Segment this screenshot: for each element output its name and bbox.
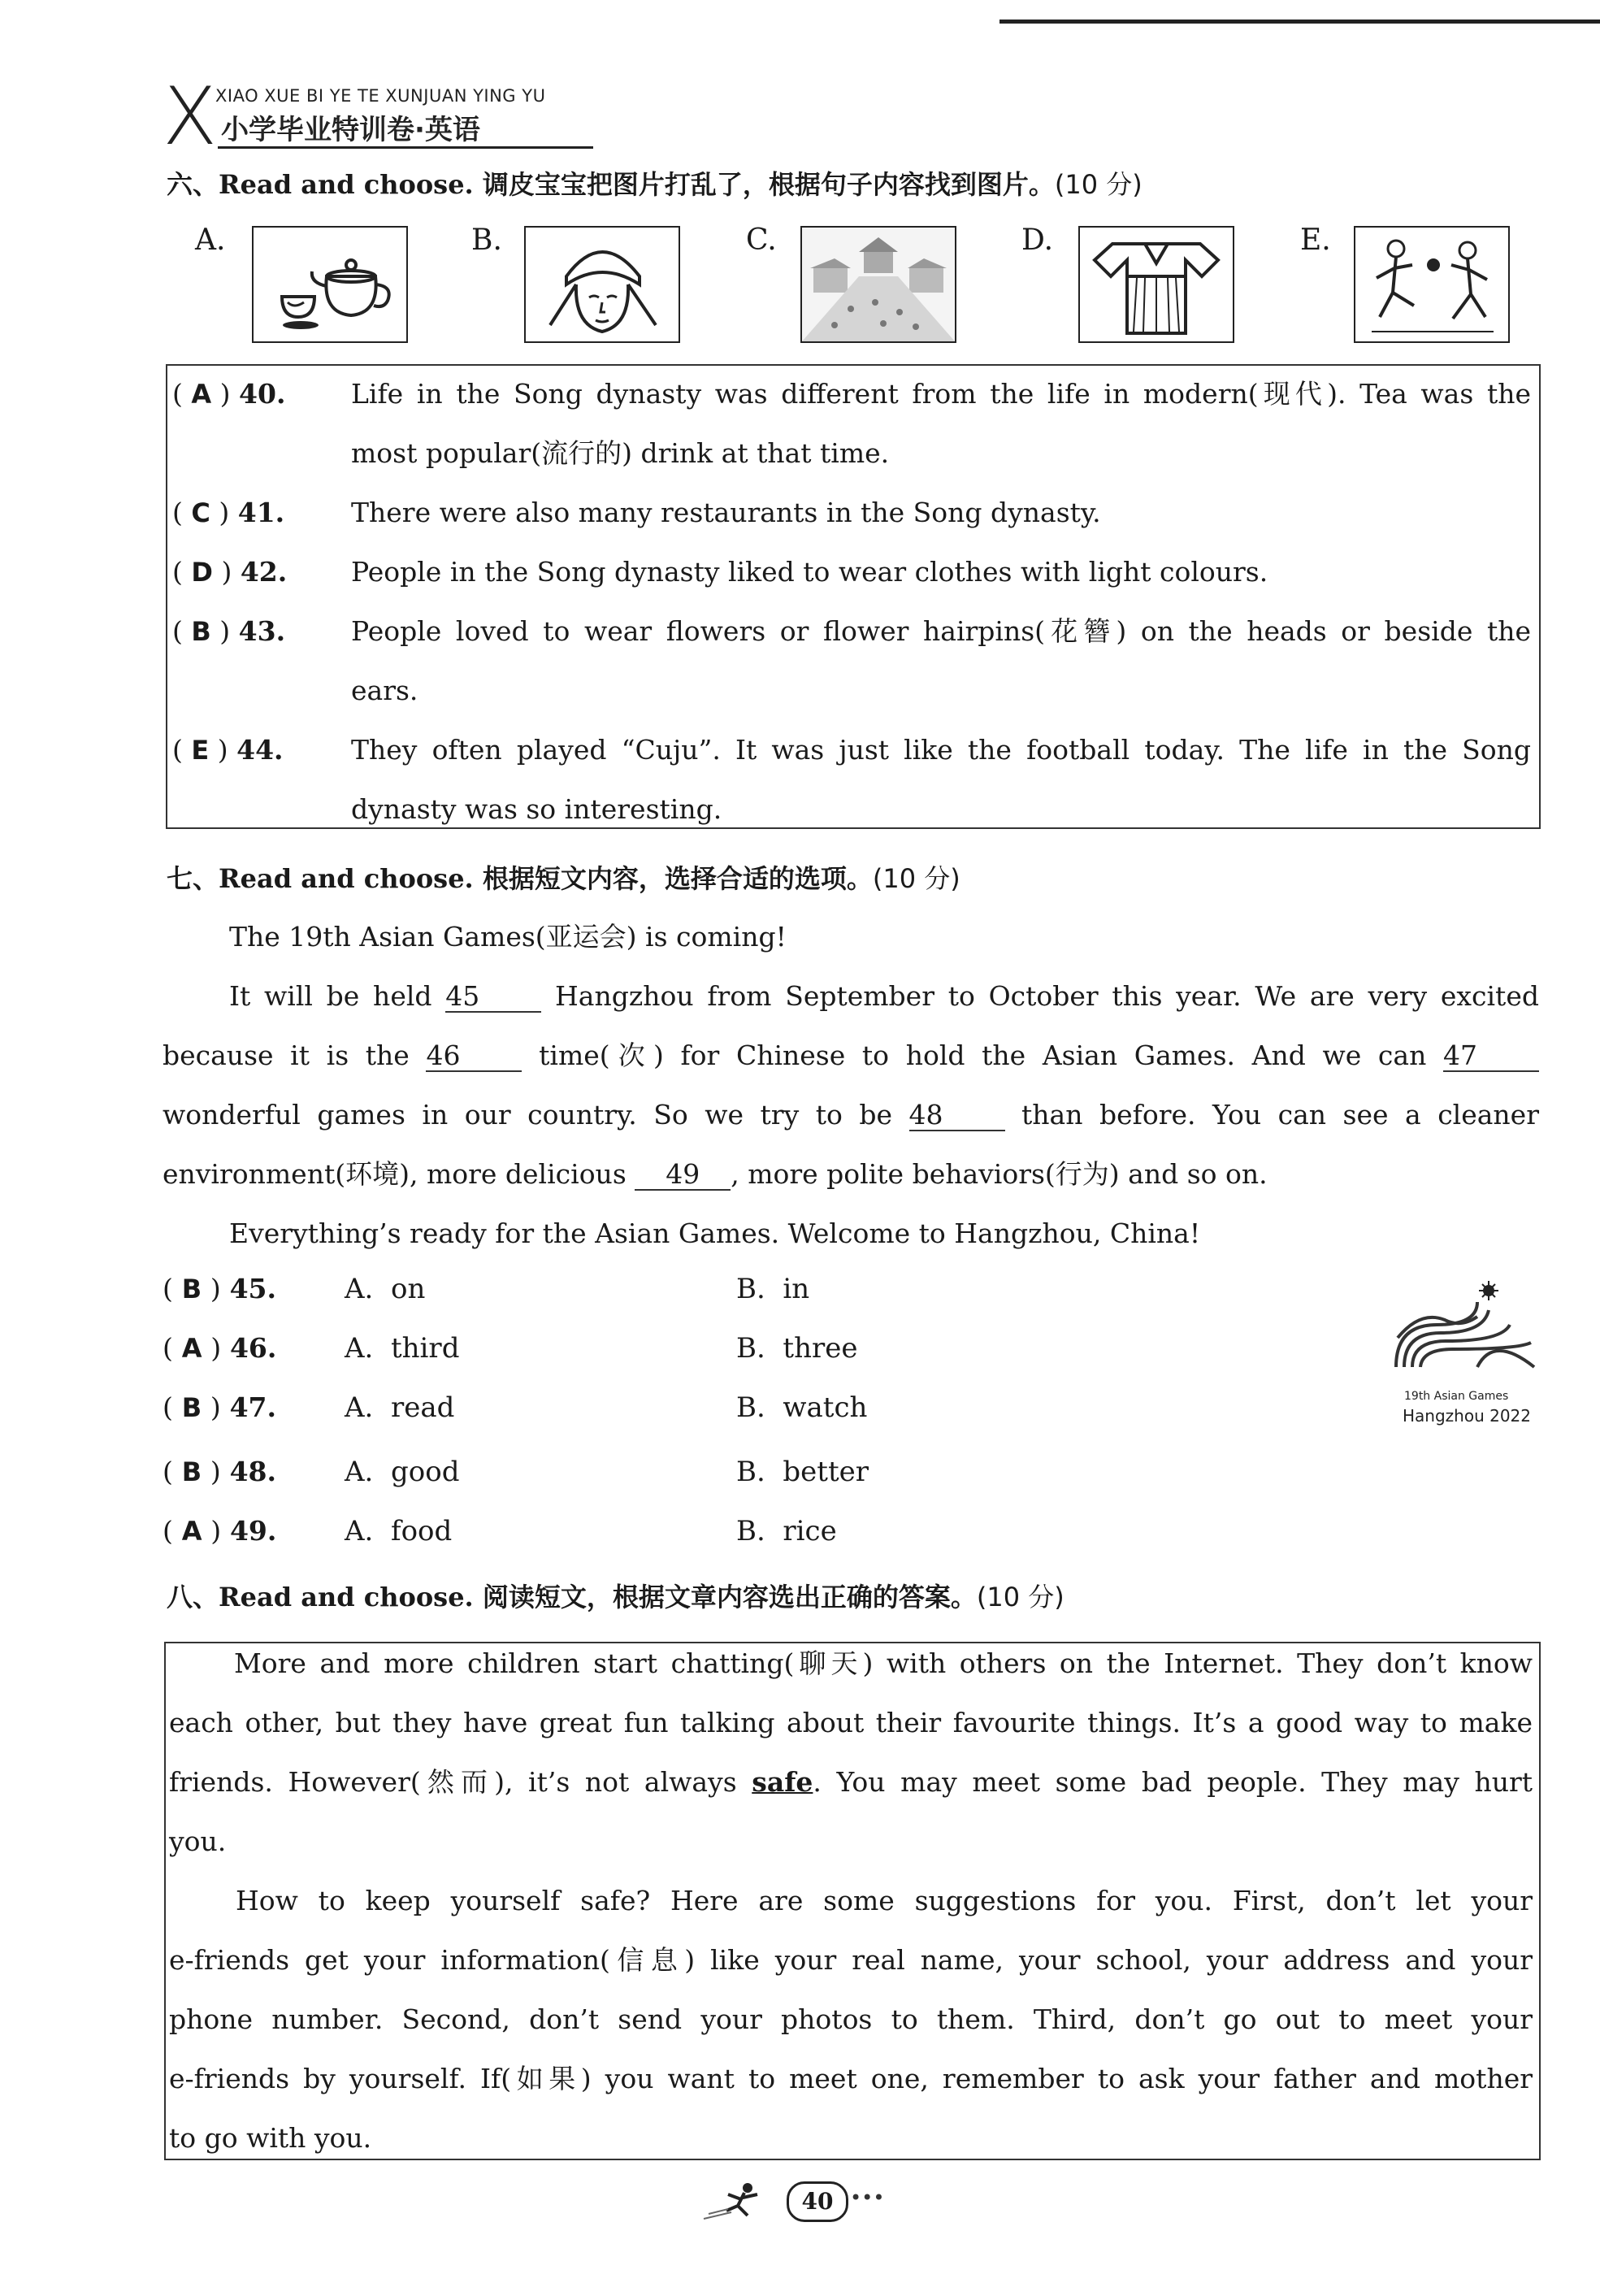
- passage-8-p1-line-2: each other, but they have great fun talking about their favourite things. It’s a good way to make: [169, 1707, 1533, 1738]
- question-43-line-2: ears.: [351, 675, 418, 706]
- brand-title: 小学毕业特训卷·英语: [221, 114, 480, 146]
- top-rule: [999, 20, 1600, 24]
- answer-46[interactable]: A: [181, 1333, 202, 1364]
- answer-41[interactable]: C: [191, 497, 210, 528]
- passage-8-p2-line-5: to go with you.: [169, 2122, 372, 2154]
- teapot-icon: [252, 226, 408, 343]
- option-row-48: ( B ) 48.: [163, 1456, 276, 1487]
- passage-8-p2-line-4: e-friends by yourself. If(如果) you want to meet one, remember to ask your father and mother: [169, 2063, 1533, 2094]
- brand-pinyin: XIAO XUE BI YE TE XUNJUAN YING YU: [215, 86, 546, 106]
- song-dynasty-street-icon: [800, 226, 956, 343]
- option-45-a[interactable]: A. on: [345, 1273, 426, 1305]
- question-44-line-1: They often played “Cuju”. It was just like the football today. The life in the Song: [351, 734, 1531, 766]
- option-45-b[interactable]: B. in: [736, 1273, 810, 1305]
- passage-7-line-3: because it is the 46 time(次) for Chinese to hold the Asian Games. And we can 47: [163, 1026, 1539, 1085]
- answer-47[interactable]: B: [181, 1392, 202, 1423]
- question-42-line-1: People in the Song dynasty liked to wear clothes with light colours.: [351, 556, 1268, 588]
- question-40-line-1: Life in the Song dynasty was different from the life in modern(现代). Tea was the: [351, 378, 1531, 410]
- page-number: 40: [787, 2181, 848, 2222]
- brand-underline: [218, 146, 593, 149]
- passage-7-line-6: Everything’s ready for the Asian Games. Welcome to Hangzhou, China!: [229, 1217, 1201, 1249]
- option-46-b[interactable]: B. three: [736, 1332, 858, 1365]
- answer-49[interactable]: A: [181, 1516, 202, 1547]
- option-48-b[interactable]: B. better: [736, 1456, 869, 1488]
- brand-logo-letter: X: [163, 71, 218, 163]
- section-6-heading: 六、Read and choose. 调皮宝宝把图片打乱了，根据句子内容找到图片。(10 分): [167, 169, 1143, 200]
- option-row-49: ( A ) 49.: [163, 1515, 277, 1547]
- answer-44[interactable]: E: [191, 735, 210, 766]
- option-47-a[interactable]: A. read: [345, 1391, 455, 1424]
- passage-8-p1-line-1: More and more children start chatting(聊天) with others on the Internet. They don’t know: [234, 1647, 1533, 1679]
- cuju-players-icon: [1354, 226, 1510, 343]
- running-figure-icon: [699, 2177, 780, 2225]
- safe-underlined-word: safe: [752, 1766, 813, 1798]
- asian-games-logo-line-1: 19th Asian Games: [1404, 1390, 1509, 1403]
- blank-49[interactable]: 49: [635, 1160, 731, 1191]
- flower-hairpin-woman-icon: [524, 226, 680, 343]
- picture-label-c: C.: [746, 224, 777, 257]
- question-44-line-2: dynasty was so interesting.: [351, 793, 722, 825]
- option-49-b[interactable]: B. rice: [736, 1515, 837, 1547]
- question-42: ( D ) 42.: [172, 556, 288, 588]
- passage-7-line-4: wonderful games in our country. So we try to be 48 than before. You can see a cleaner: [163, 1099, 1539, 1131]
- answer-45[interactable]: B: [181, 1274, 202, 1304]
- option-row-47: ( B ) 47.: [163, 1391, 276, 1423]
- option-row-45: ( B ) 45.: [163, 1273, 276, 1304]
- question-40-line-2: most popular(流行的) drink at that time.: [351, 437, 890, 469]
- page-footer: [699, 2177, 910, 2225]
- answer-42[interactable]: D: [191, 557, 213, 588]
- asian-games-logo-line-2: Hangzhou 2022: [1403, 1406, 1532, 1426]
- option-row-46: ( A ) 46.: [163, 1332, 277, 1364]
- passage-8-p2-line-2: e-friends get your information(信息) like your real name, your school, your address and your: [169, 1944, 1533, 1976]
- asian-games-emblem-icon: [1388, 1278, 1542, 1375]
- picture-label-d: D.: [1021, 224, 1054, 257]
- blank-47[interactable]: 47: [1443, 1041, 1539, 1072]
- question-40: ( A ) 40.: [172, 378, 286, 410]
- picture-label-b: B.: [471, 224, 502, 257]
- option-49-a[interactable]: A. food: [345, 1515, 453, 1547]
- question-44: ( E ) 44.: [172, 734, 284, 766]
- section-8-heading: 八、Read and choose. 阅读短文，根据文章内容选出正确的答案。(10 分): [167, 1582, 1064, 1612]
- blank-46[interactable]: 46: [426, 1041, 522, 1072]
- passage-8-p1-line-3: friends. However(然而), it’s not always safe. You may meet some bad people. They may hurt: [169, 1766, 1533, 1798]
- answer-48[interactable]: B: [181, 1456, 202, 1487]
- passage-8-p2-line-1: How to keep yourself safe? Here are some suggestions for you. First, don’t let your: [236, 1885, 1533, 1916]
- picture-label-e: E.: [1300, 224, 1331, 257]
- passage-8-p1-line-4: you.: [169, 1825, 227, 1857]
- picture-label-a: A.: [195, 224, 226, 257]
- blank-48[interactable]: 48: [909, 1100, 1005, 1131]
- blank-45[interactable]: 45: [445, 982, 541, 1013]
- passage-7-line-5: environment(环境), more delicious 49 , more polite behaviors(行为) and so on.: [163, 1158, 1268, 1190]
- traditional-robe-icon: [1078, 226, 1234, 343]
- option-46-a[interactable]: A. third: [345, 1332, 460, 1365]
- passage-7-line-1: The 19th Asian Games(亚运会) is coming!: [229, 921, 787, 953]
- option-47-b[interactable]: B. watch: [736, 1391, 868, 1424]
- question-41-line-1: There were also many restaurants in the Song dynasty.: [351, 497, 1101, 528]
- page-dots: •••: [850, 2186, 885, 2209]
- passage-7-line-2: It will be held 45 Hangzhou from September to October this year. We are very excited: [229, 980, 1539, 1012]
- option-48-a[interactable]: A. good: [345, 1456, 460, 1488]
- question-43-line-1: People loved to wear flowers or flower hairpins(花簪) on the heads or beside the: [351, 615, 1531, 647]
- section-7-heading: 七、Read and choose. 根据短文内容，选择合适的选项。(10 分): [167, 863, 960, 894]
- answer-40[interactable]: A: [191, 379, 212, 410]
- question-41: ( C ) 41.: [172, 497, 285, 528]
- answer-43[interactable]: B: [191, 616, 211, 647]
- question-43: ( B ) 43.: [172, 615, 286, 647]
- asian-games-logo: [1388, 1278, 1542, 1432]
- passage-8-p2-line-3: phone number. Second, don’t send your photos to them. Third, don’t go out to meet your: [169, 2003, 1533, 2035]
